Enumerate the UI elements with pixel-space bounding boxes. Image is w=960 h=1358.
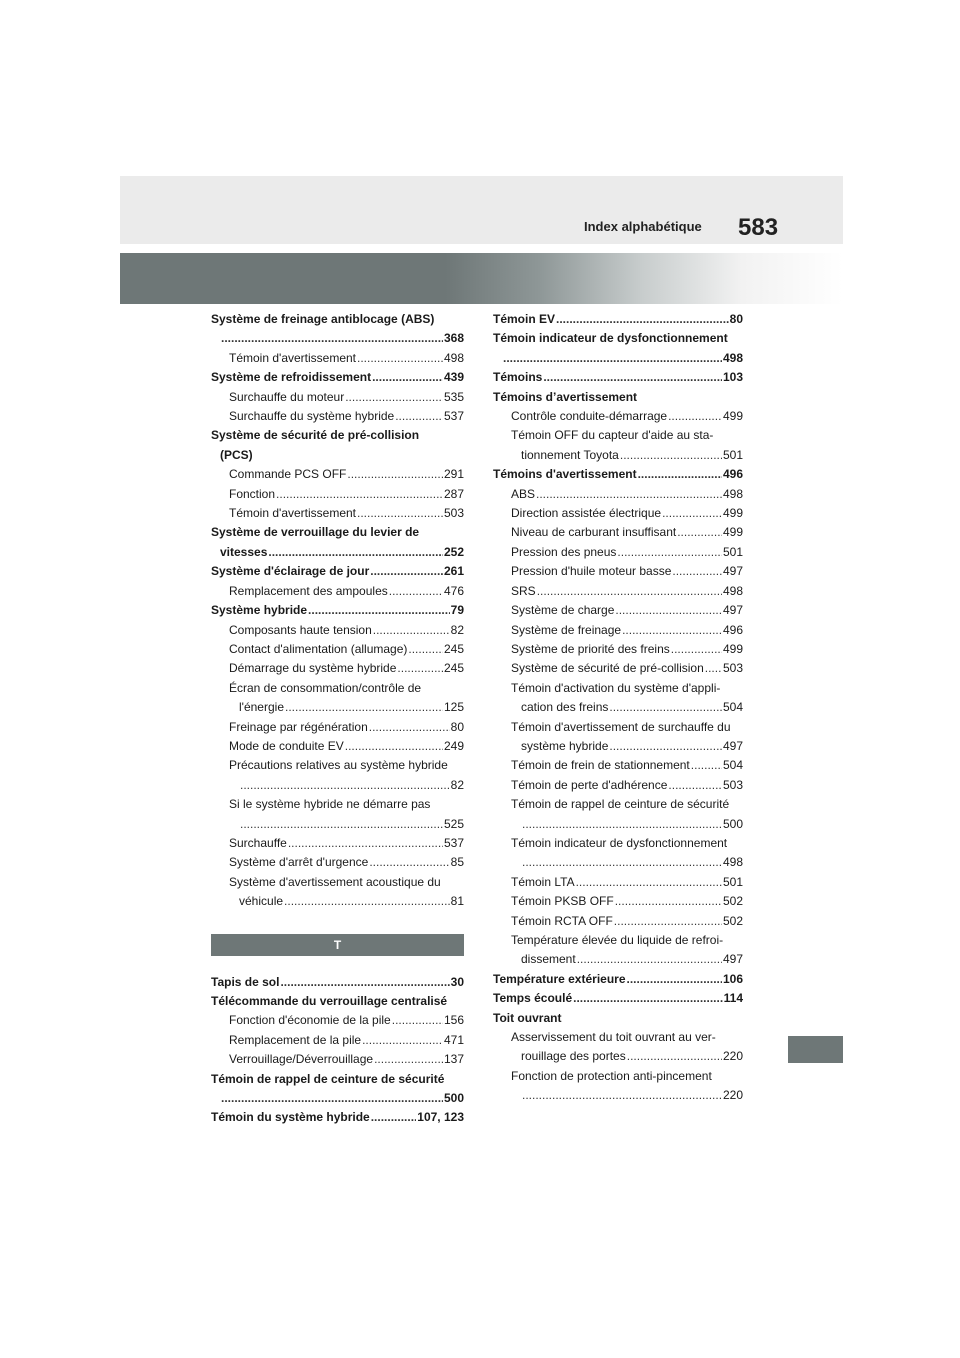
index-entry-text: Surchauffe [229,835,287,850]
index-entry [493,834,743,853]
dot-leader [609,698,722,717]
index-entry [493,446,743,465]
dot-leader [408,640,443,659]
index-entry-page: 501 [722,544,743,559]
index-entry-page: 291 [443,467,464,482]
index-entry-page: 499 [722,409,743,424]
dot-leader [668,776,722,795]
dot-leader [371,1108,417,1127]
index-entry [493,892,743,911]
index-entry-text: Surchauffe du moteur [229,389,345,404]
index-entry-page: 114 [723,991,743,1006]
dot-leader [370,562,443,581]
index-entry-text: Système de freinage antiblocage (ABS) [211,312,435,326]
index-entry [211,756,464,775]
index-entry [493,601,743,620]
dot-leader [522,815,722,834]
index-entry-text: Témoin OFF du capteur d'aide au sta- [511,428,714,443]
dot-leader [671,640,722,659]
dot-leader [284,892,450,911]
index-entry-text: Témoin de perte d'adhérence [511,777,668,792]
index-entry [211,992,464,1011]
index-entry [493,873,743,892]
index-entry [493,989,743,1008]
index-entry-text: Verrouillage/Déverrouillage [229,1052,374,1067]
index-entry-text: Température élevée du liquide de refroi- [511,933,724,947]
index-entry [211,426,464,445]
index-entry-text: Système de charge [511,603,615,618]
index-entry-page: 220 [722,1049,743,1064]
index-entry [493,756,743,775]
index-entry [211,1108,464,1127]
index-entry-page: 535 [443,389,464,404]
index-entry-text: cation des freins [521,700,609,715]
dot-leader [395,407,443,426]
index-entry [493,1047,743,1066]
index-entry-text: Témoin indicateur de dysfonctionnement [511,835,728,850]
dot-leader [627,1047,722,1066]
dot-leader [638,465,722,484]
index-entry-page: 245 [443,661,464,676]
index-entry [493,485,743,504]
dot-leader [691,756,722,775]
index-entry-text: Pression des pneus [511,544,617,559]
index-entry-text: Témoin EV [493,312,556,326]
index-entry [493,912,743,931]
index-entry-page: 287 [443,486,464,501]
index-entry-text: Niveau de carburant insuffisant [511,525,677,540]
index-entry-text: Température extérieure [493,971,626,986]
index-entry-page: 504 [722,700,743,715]
dot-leader [615,601,722,620]
index-entry-page: 30 [450,974,464,989]
index-entry [211,485,464,504]
index-entry [493,679,743,698]
index-group-right [493,310,743,1106]
index-entry-text: Composants haute tension [229,622,372,637]
index-entry-page: 125 [443,700,464,715]
index-entry-page: 85 [450,855,464,870]
index-entry [493,465,743,484]
index-entry [493,388,743,407]
dot-leader [372,368,443,387]
index-entry-page: 502 [722,894,743,909]
dot-leader [537,582,722,601]
index-entry-text: Témoin LTA [511,874,575,889]
index-entry-text: Pression d'huile moteur basse [511,564,672,579]
index-entry-page: 252 [443,544,464,559]
index-entry-page: 496 [722,622,743,637]
dot-leader [672,562,722,581]
dot-leader [285,698,443,717]
index-entry [211,659,464,678]
index-entry-page: 471 [443,1032,464,1047]
index-entry-text: Écran de consommation/contrôle de [229,680,422,695]
index-entry-text: Temps écoulé [493,991,573,1006]
dot-leader [308,601,450,620]
index-entry-page: 503 [443,506,464,521]
index-entry-text: Fonction d'économie de la pile [229,1013,391,1028]
index-entry-text: Contact d'alimentation (allumage) [229,641,408,656]
index-entry-page: 502 [722,913,743,928]
index-entry [493,640,743,659]
index-entry [211,1031,464,1050]
index-entry [211,582,464,601]
dot-leader [221,1089,443,1108]
index-entry-page: 261 [443,564,464,579]
dot-leader [397,659,443,678]
index-entry-text: Tapis de sol [211,974,280,989]
index-entry [211,523,464,542]
index-entry-text: Témoin de frein de stationnement [511,758,690,773]
index-column-left [211,310,464,1128]
page-number: 583 [738,214,779,241]
index-entry [493,504,743,523]
index-entry-page: 499 [722,525,743,540]
index-entry-text: Témoin RCTA OFF [511,913,613,928]
dot-leader [389,582,443,601]
index-entry [493,349,743,368]
index-entry [211,873,464,892]
index-entry [493,776,743,795]
dot-leader [280,973,449,992]
index-entry [493,329,743,348]
dot-leader [620,446,722,465]
index-entry-text: (PCS) [220,447,253,462]
dot-leader [668,407,722,426]
index-entry-page: 156 [443,1013,464,1028]
index-entry-text: Témoin de rappel de ceinture de sécurité [211,1071,445,1086]
index-entry [493,621,743,640]
index-entry-text: Si le système hybride ne démarre pas [229,797,431,812]
index-entry [211,737,464,756]
dot-leader [573,989,723,1008]
index-entry [211,973,464,992]
dot-leader [374,1050,443,1069]
index-entry-page: 525 [443,816,464,831]
dot-leader [522,1086,722,1105]
index-entry [211,621,464,640]
index-entry [211,892,464,911]
index-entry [211,368,464,387]
index-entry [493,368,743,387]
index-entry-page: 107, 123 [417,1110,464,1125]
index-entry-page: 82 [450,622,464,637]
index-entry [211,718,464,737]
dot-leader [677,523,722,542]
index-entry-page: 439 [443,370,464,385]
index-entry-page: 79 [450,603,464,618]
index-entry-page: 80 [729,312,743,326]
index-entry [211,815,464,834]
index-entry-text: Mode de conduite EV [229,738,344,753]
index-entry-page: 500 [443,1091,464,1106]
dot-leader [576,873,722,892]
index-entry-text: Témoin d'avertissement [229,506,357,521]
index-entry-text: Système de sécurité de pré-collision [211,428,420,443]
index-entry-page: 499 [722,506,743,521]
dot-leader [556,310,729,329]
index-entry-page: 497 [722,564,743,579]
header-gradient-bar [120,253,843,304]
index-entry [493,310,743,329]
index-entry-page: 500 [722,816,743,831]
index-entry [211,601,464,620]
index-entry [211,310,464,329]
index-entry [211,834,464,853]
index-entry [211,795,464,814]
index-entry-text: Démarrage du système hybride [229,661,397,676]
index-entry-page: 498 [722,583,743,598]
index-entry-text: Témoins [493,370,543,385]
index-entry-page: 498 [722,350,743,365]
index-entry-page: 503 [722,777,743,792]
dot-leader [577,950,722,969]
index-group-left-top [211,310,464,912]
index-entry [211,329,464,348]
index-entry-text: Système de refroidissement [211,370,372,385]
dot-leader [536,485,722,504]
index-entry-page: 537 [443,835,464,850]
dot-leader [240,776,450,795]
index-entry-page: 80 [450,719,464,734]
header-band [120,176,843,244]
index-entry [211,446,464,465]
dot-leader [503,349,722,368]
dot-leader [543,368,722,387]
dot-leader [357,504,443,523]
index-entry-page: 137 [443,1052,464,1067]
dot-leader [373,621,450,640]
index-entry [211,349,464,368]
index-entry-text: ABS [511,486,536,501]
index-entry-page: 245 [443,641,464,656]
index-entry-page: 499 [722,641,743,656]
index-entry-text: Précautions relatives au système hybride [229,758,448,773]
dot-leader [392,1011,443,1030]
index-entry-text: Télécommande du verrouillage centralisé [211,994,448,1008]
index-entry-text: Système d'arrêt d'urgence [229,855,369,870]
dot-leader [617,543,722,562]
index-entry [211,1089,464,1108]
index-entry [493,853,743,872]
index-entry-page: 503 [722,661,743,676]
index-entry-text: Remplacement des ampoules [229,583,388,598]
dot-leader [345,737,443,756]
index-entry-text: système hybride [521,738,609,753]
index-entry [211,1050,464,1069]
index-entry-page: 498 [722,855,743,870]
header-title: Index alphabétique [584,219,702,234]
index-entry [493,407,743,426]
index-entry-page: 106 [722,971,743,986]
index-entry [493,523,743,542]
index-entry-text: Témoin d'activation du système d'appli- [511,680,721,695]
dot-leader [240,815,443,834]
dot-leader [622,621,722,640]
index-entry-text: SRS [511,583,536,598]
index-entry [211,853,464,872]
index-entry-text: Témoins d'avertissement [493,467,637,482]
index-entry [493,698,743,717]
index-entry-page: 368 [443,331,464,346]
index-entry-page: 220 [722,1088,743,1103]
dot-leader [288,834,443,853]
dot-leader [627,970,722,989]
index-entry-page: 497 [722,738,743,753]
index-entry [211,1011,464,1030]
index-entry-text: Fonction [229,486,276,501]
dot-leader [221,329,443,348]
dot-leader [609,737,722,756]
index-entry [211,388,464,407]
index-entry-text: Témoin de rappel de ceinture de sécurité [511,797,730,812]
index-entry [493,950,743,969]
index-entry-page: 497 [722,603,743,618]
dot-leader [614,912,722,931]
index-entry-text: Témoin d'avertissement de surchauffe du [511,719,731,734]
index-entry-text: vitesses [220,544,268,559]
index-entry-page: 81 [450,894,464,909]
dot-leader [345,388,443,407]
index-entry-text: Asservissement du toit ouvrant au ver- [511,1030,716,1045]
index-entry-text: Direction assistée électrique [511,506,662,521]
index-entry [493,718,743,737]
dot-leader [268,543,443,562]
dot-leader [369,718,450,737]
index-entry-text: l'énergie [239,700,284,715]
index-entry-page: 501 [722,874,743,889]
index-entry [211,465,464,484]
index-entry [493,1067,743,1086]
index-entry-text: Fonction de protection anti-pincement [511,1068,712,1083]
index-entry-text: Système de sécurité de pré-collision [511,661,704,676]
dot-leader [362,1031,443,1050]
index-entry-text: Témoin du système hybride [211,1110,370,1125]
index-entry [211,679,464,698]
index-entry-text: Témoin PKSB OFF [511,894,614,909]
index-entry-text: tionnement Toyota [521,447,619,462]
dot-leader [705,659,722,678]
section-letter-band: T [211,934,464,956]
index-entry [493,1086,743,1105]
index-entry [211,543,464,562]
index-entry [493,659,743,678]
index-entry-text: Surchauffe du système hybride [229,409,395,424]
index-entry-page: 103 [722,370,743,385]
index-entry-page: 496 [722,467,743,482]
index-entry [493,543,743,562]
index-entry [493,562,743,581]
index-entry [493,1028,743,1047]
index-entry [211,776,464,795]
dot-leader [357,349,443,368]
index-entry-page: 498 [443,350,464,365]
dot-leader [347,465,443,484]
index-entry-text: Système hybride [211,603,308,618]
index-entry-page: 249 [443,738,464,753]
index-entry-page: 504 [722,758,743,773]
index-entry-text: véhicule [239,894,284,909]
index-entry-page: 82 [450,777,464,792]
index-entry [493,426,743,445]
index-entry-text: Contrôle conduite-démarrage [511,409,668,424]
index-entry [493,970,743,989]
index-entry-text: Témoin d'avertissement [229,350,357,365]
index-entry-text: Freinage par régénération [229,719,368,734]
index-entry-page: 498 [722,486,743,501]
index-entry-text: dissement [521,952,576,967]
index-entry [493,1009,743,1028]
index-entry-page: 476 [443,583,464,598]
index-entry-text: Témoins d’avertissement [493,389,638,404]
index-entry-page: 501 [722,447,743,462]
index-entry [493,931,743,950]
index-entry [211,562,464,581]
index-entry-text: Témoin indicateur de dysfonctionnement [493,331,728,346]
index-entry [493,737,743,756]
section-side-tab [788,1036,843,1063]
index-entry-page: 497 [722,952,743,967]
dot-leader [662,504,722,523]
index-entry [211,504,464,523]
index-entry [211,407,464,426]
index-entry [493,815,743,834]
index-entry [493,582,743,601]
index-entry-text: Système de priorité des freins [511,641,670,656]
dot-leader [522,853,722,872]
index-entry-text: Système d'avertissement acoustique du [229,874,441,889]
index-entry-text: Système d'éclairage de jour [211,564,370,579]
index-entry-text: Système de freinage [511,622,622,637]
index-group-left-bottom [211,973,464,1128]
index-entry-text: Toit ouvrant [493,1010,562,1025]
dot-leader [615,892,722,911]
index-entry [493,795,743,814]
index-column-right [493,310,743,1106]
index-entry-text: Commande PCS OFF [229,467,347,482]
index-entry [211,1070,464,1089]
index-entry-text: Système de verrouillage du levier de [211,525,420,540]
index-entry [211,698,464,717]
index-entry-text: rouillage des portes [521,1049,626,1064]
index-entry [211,640,464,659]
dot-leader [369,853,449,872]
dot-leader [276,485,443,504]
index-entry-text: Remplacement de la pile [229,1032,362,1047]
index-entry-page: 537 [443,409,464,424]
